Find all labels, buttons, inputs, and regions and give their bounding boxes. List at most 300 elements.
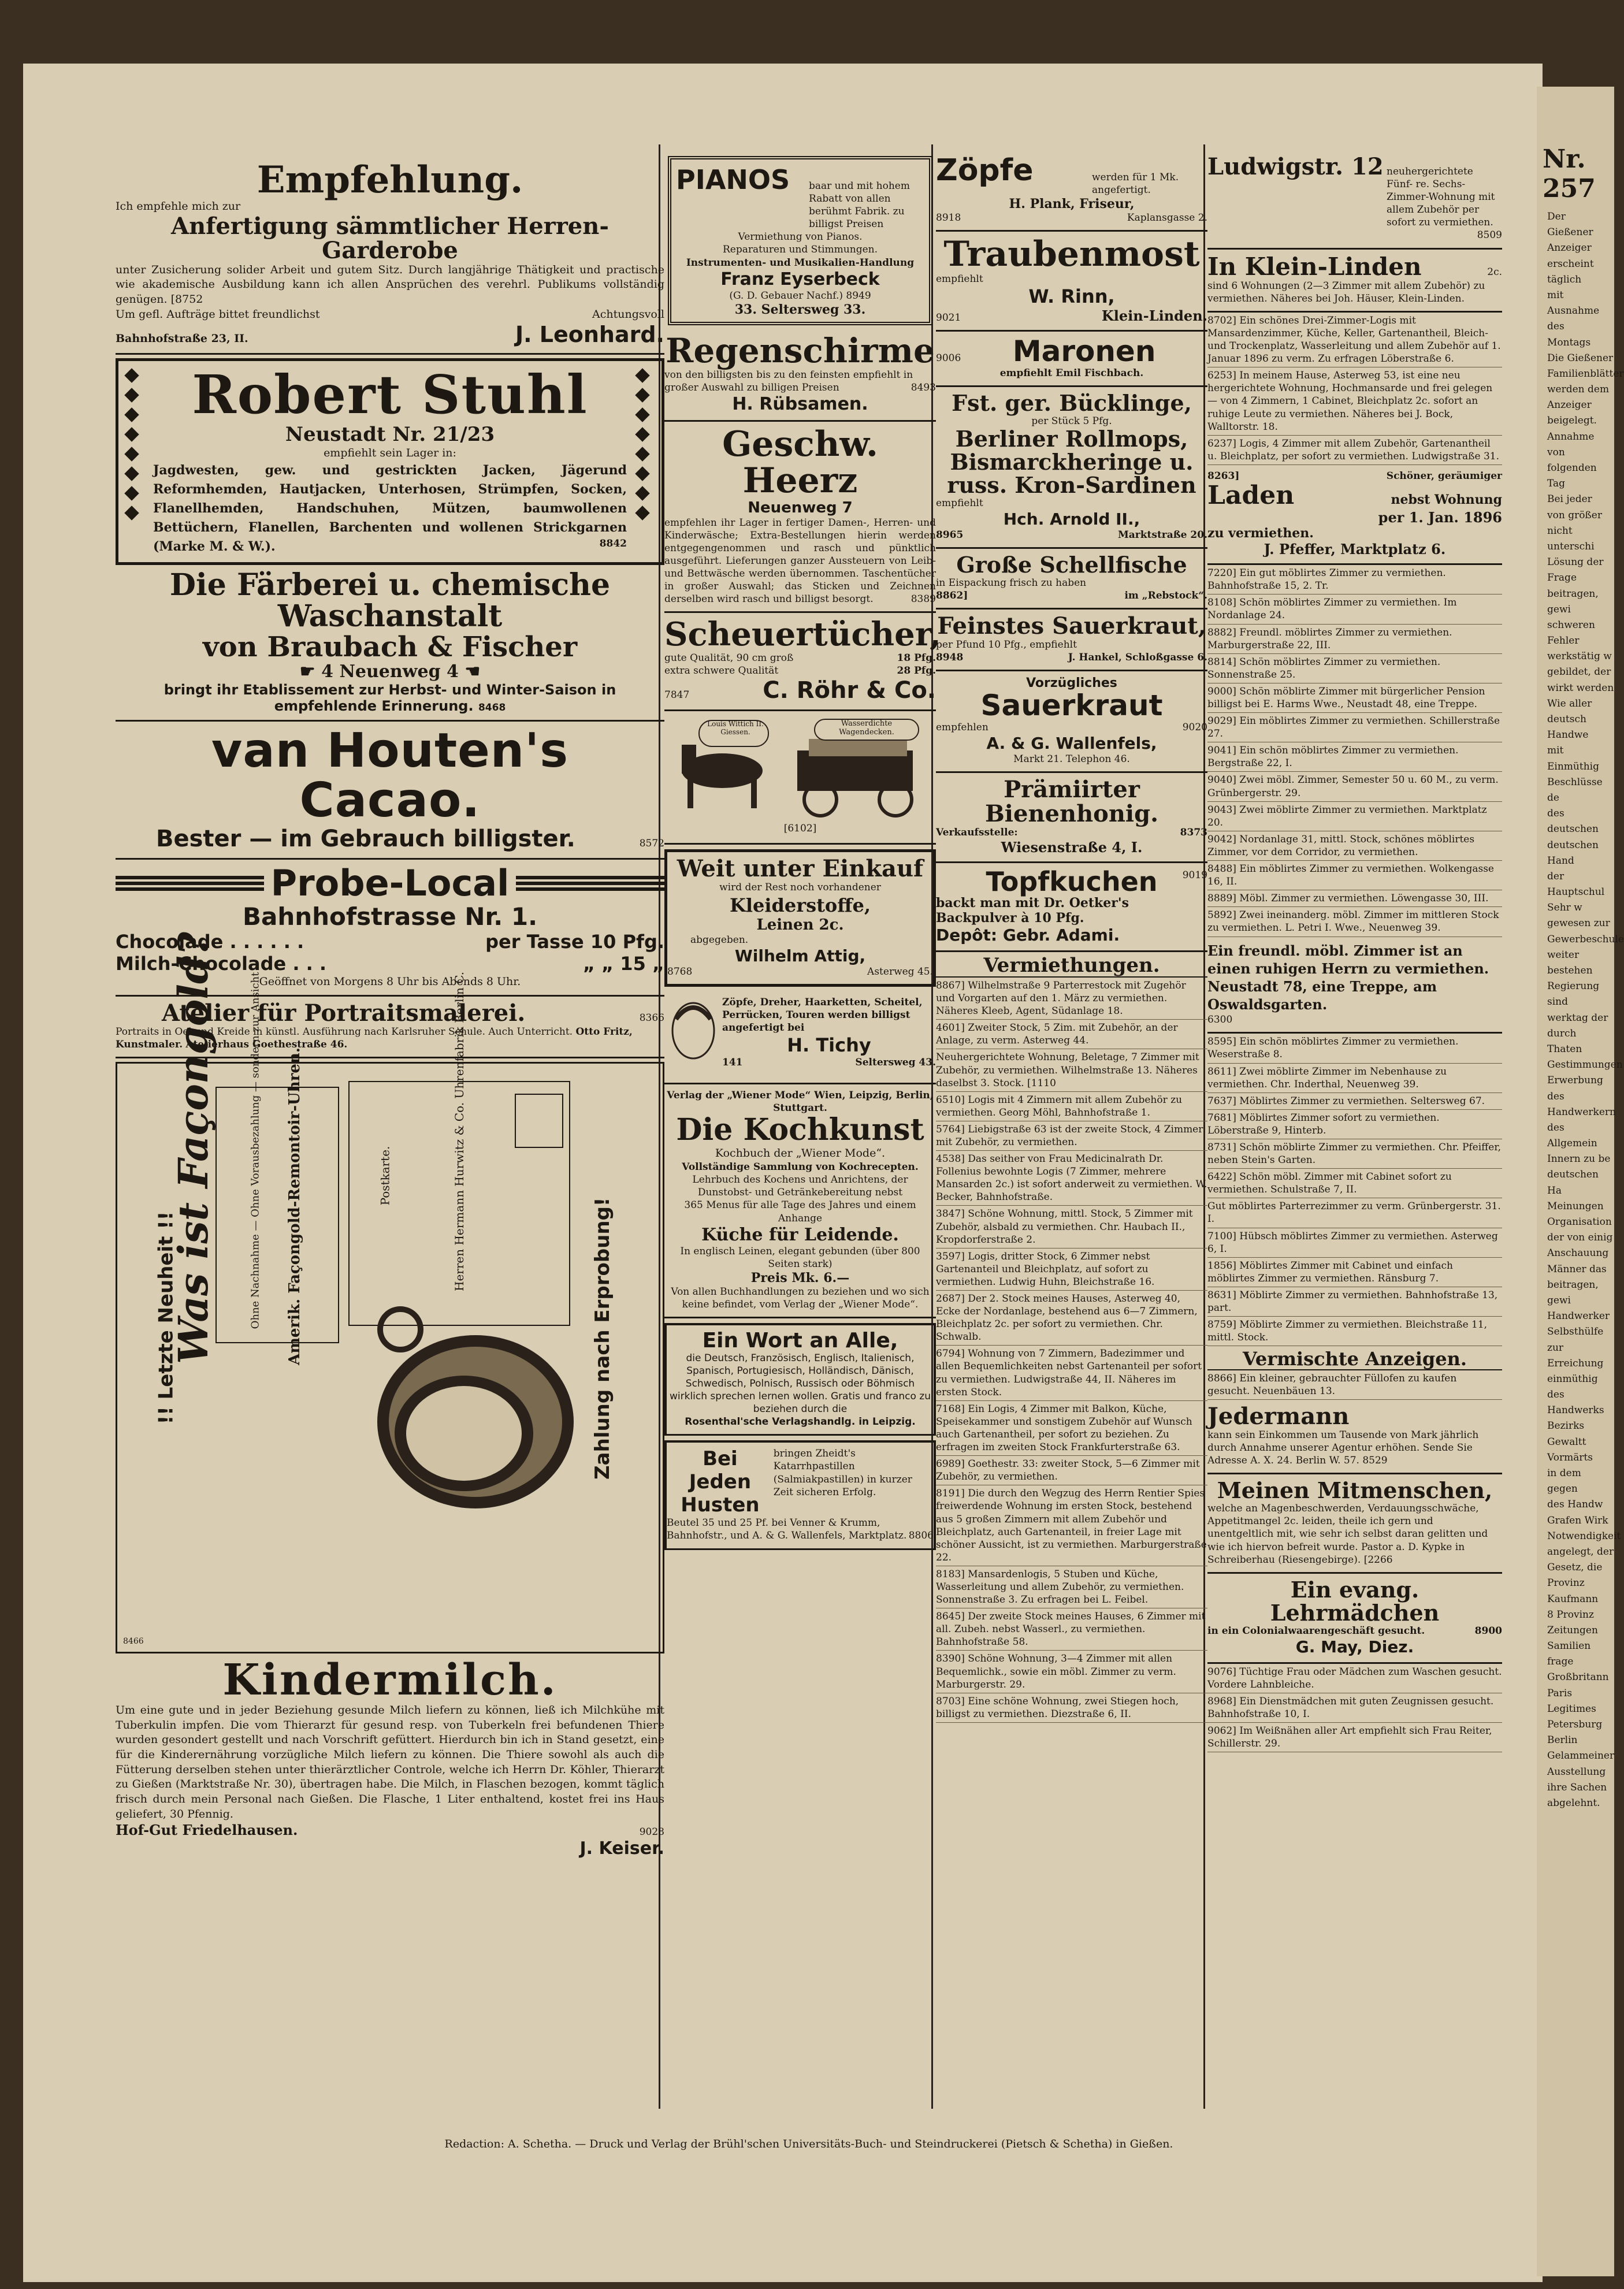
listing-item: 8759] Möblirte Zimmer zu vermiethen. Bleichstraße 11, mittl. Stock. [1207,1317,1502,1346]
ad-name: W. Rinn, [1028,285,1115,308]
ad-name: G. May, Diez. [1295,1637,1414,1656]
ad-title: Kindermilch. [222,1655,558,1705]
ad-title: Sauerkraut [980,689,1163,723]
ad-wagendecken [664,711,936,845]
ad-tichy [664,991,936,1084]
listing-item: 6510] Logis mit 4 Zimmern mit allem Zubehör zu vermiethen. Georg Möhl, Bahnhofstraße 1. [936,1092,1207,1121]
listing-item: 3847] Schöne Wohnung, mittl. Stock, 5 Zimmer mit Zubehör, alsbald zu vermiethen. Chr. Haubach II., Kropdorferstraße 2. [936,1206,1207,1248]
column-3 [936,87,1207,2138]
ad-body: kann sein Einkommen um Tausende von Mark jährlich durch Annahme unserer Agentur erhöhen. Sende Sie Adresse A. X. 24. Berlin W. 57. 8529 [1207,1429,1479,1467]
ad-name: A. & G. Wallenfels, [986,733,1157,753]
listing-item: 7637] Möblirtes Zimmer zu vermiethen. Seltersweg 67. [1207,1093,1502,1110]
adjacent-text-line: weiter bestehen [1547,949,1593,976]
ad-jedermann [1207,1400,1502,1474]
ad-address: 8918 Kaplansgasse 2. [936,212,1207,224]
listing-item: 8390] Schöne Wohnung, 3—4 Zimmer mit allen Bequemlichk., sowie ein möbl. Zimmer zu verm. Marburgerstr. 29. [936,1651,1207,1693]
ad-maronen [936,332,1207,387]
ad-body: Ein freundl. möbl. Zimmer ist an einen ruhigen Herrn zu vermiethen. Neustadt 78, eine Treppe, am Oswaldsgarten. [1207,942,1489,1013]
ad-line: Vollständige Sammlung von Kochrecepten. [682,1161,919,1173]
listing-item: 5764] Liebigstraße 63 ist der zweite Stock, 4 Zimmer mit Zubehör, zu vermiethen. [936,1121,1207,1151]
ad-rec: empfehlen 9020 [936,721,1207,733]
ad-body: welche an Magenbeschwerden, Verdauungsschwäche, Appetitmangel 2c. leiden, theile ich gern und unentgeltlich mit, wie sehr ich selbst daran gelitten und wie ich hiervon befreit wurde. Pastor a. D. Kypke in Schreiberhau (Riesengebirge). [2266 [1207,1503,1488,1566]
section-vermiethungen [936,952,1207,1723]
ad-body: bringen Zheidt's Katarrhpastillen (Salmiakpastillen) in kurzer Zeit sicheren Erfolg. [773,1448,912,1498]
ad-title: Probe-Local [270,862,510,905]
ad-line: Leinen 2c. [756,916,844,934]
adjacent-text-line: der von einig [1547,1232,1613,1244]
ad-farm: Hof-Gut Friedelhausen. [116,1822,298,1839]
ad-kindermilch [116,1653,664,1864]
ad-body: neuhergerichtete Fünf- re. Sechs-Zimmer-Wohnung mit allem Zubehör per sofort zu vermiethen. [1387,166,1495,229]
section-title: Vermischte Anzeigen. [1207,1346,1502,1370]
ad-title: In Klein-Linden [1207,252,1422,281]
adjacent-text-line: Meinungen [1547,1200,1604,1212]
pocket-watch-illustration [331,1283,579,1526]
ad-name: J. Keiser. [579,1838,664,1859]
adjacent-text-line: Montags [1547,336,1591,348]
ad-pianos [668,156,932,325]
adjacent-text-line: einmüthig [1547,1373,1598,1385]
ad-name: Wilhelm Attig, [734,946,866,965]
ad-title: Prämiirter Bienenhonig. [985,775,1158,827]
listing-item: 8703] Eine schöne Wohnung, zwei Stiegen hoch, billigst zu vermiethen. Diezstraße 6, II. [936,1693,1207,1723]
adjacent-text-line: Innern zu be [1547,1153,1611,1165]
ad-body: Jagdwesten, gew. und gestrickten Jacken, Jägerund Reformhemden, Hautjacken, Unterhosen, Strümpfen, Socken, Flanellhemden, Handschuhen, Mützen, baumwollenen Bettüchern, Flanellen, Barchenten und wollenen Strickgarnen (Marke M. & W.). 8842 [153,462,627,554]
ad-slogan: Bei Jeden Husten [681,1447,760,1517]
adjacent-text-line: Legitimes [1547,1703,1596,1715]
listing-item: 8867] Wilhelmstraße 9 Parterrestock mit Zugehör und Vorgarten auf den 1. März zu vermiethen. Näheres Kleeb, Agent, Südanlage 18. [936,978,1207,1020]
ad-title: PIANOS [676,164,790,195]
ad-body: empfiehlt Emil Fischbach. [999,367,1144,379]
postcard-recipient: Herren Hermann Hurwitz & Co. Uhrenfabrik Berlin C. [452,972,466,1292]
adjacent-text-line: Großbritann [1547,1671,1609,1684]
ad-depot: Depôt: Gebr. Adami. [936,926,1120,945]
ad-publisher: Rosenthal'sche Verlagshandlg. in Leipzig. [685,1416,916,1428]
listing-item: 8611] Zwei möblirte Zimmer im Nebenhause zu vermiethen. Chr. Inderthal, Neuenweg 39. [1207,1064,1502,1093]
ad-number: 8509 [1477,229,1502,241]
ad-slogan: Bester — im Gebrauch billigster. [156,826,575,853]
diamond-border-right [634,367,657,524]
adjacent-text-line: beigelegt. [1547,415,1597,427]
listing-item: 9062] Im Weißnähen aller Art empfiehlt sich Frau Reiter, Schillerstr. 29. [1207,1723,1502,1752]
adjacent-text-line: Provinz [1547,1577,1585,1589]
ad-title: Meinen Mitmenschen, [1217,1477,1493,1504]
ad-payment: Zahlung nach Erprobung! [591,1197,614,1480]
adjacent-text-line: gewesen zur [1547,917,1610,930]
ad-headline: Anfertigung sämmtlicher Herren-Garderobe [171,212,609,264]
adjacent-text-line: nicht unterschi [1547,525,1595,552]
ad-address: 8862] im „Rebstock“. [936,589,1207,601]
ad-body: Zöpfe, Dreher, Haarketten, Scheitel, Perrücken, Touren werden billigst angefertigt bei [722,996,923,1034]
ad-title: Jedermann [1207,1403,1350,1430]
adjacent-text-line: 8 Provinz [1547,1608,1594,1621]
listing-item: 2687] Der 2. Stock meines Hauses, Asterweg 40, Ecke der Nordanlage, bestehend aus 6—7 Zimmern, Bleichplatz 2c. per sofort zu vermiethen. Chr. Schwalb. [936,1291,1207,1346]
adjacent-text-line: erscheint täglich [1547,258,1594,285]
listing-item: 1856] Möblirtes Zimmer mit Cabinet und einfach möblirtes Zimmer zu vermiethen. Ränsburg 7. [1207,1258,1502,1287]
adjacent-text-line: Lösung der Frage [1547,556,1604,584]
adjacent-text-line: durch Thaten [1547,1027,1582,1055]
listing-item: Gut möblirtes Parterrezimmer zu verm. Grünbergerstr. 31. I. [1207,1198,1502,1228]
column-2 [664,87,941,2138]
ad-new-label: !! Letzte Neuheit !! [154,1212,178,1425]
listing-item: 7220] Ein gut möblirtes Zimmer zu vermiethen. Bahnhofstraße 15, 2. Tr. [1207,565,1502,594]
listing-item: 7100] Hübsch möblirtes Zimmer zu vermiethen. Asterweg 6, I. [1207,1228,1502,1258]
ad-line: Bismarckheringe u. [950,448,1194,475]
listing-item: 4601] Zweiter Stock, 5 Zim. mit Zubehör, an der Anlage, zu verm. Asterweg 44. [936,1020,1207,1049]
adjacent-text-line: Sehr w [1547,902,1582,914]
ad-body: in Eispackung frisch zu haben [936,577,1087,589]
ad-einkauf [664,849,936,986]
ad-signature: Bahnhofstraße 23, II. J. Leonhard. [116,322,664,348]
ad-address: 8768 Asterweg 45. [667,965,933,978]
adjacent-text-line: beitragen, gewi [1547,1279,1599,1306]
adjacent-text-line: des Handwerks [1547,1389,1604,1417]
section-vermischte-anzeigen [1207,1346,1502,1752]
ad-intro: empfiehlt sein Lager in: [324,446,456,459]
adjacent-text-line: angelegt, der [1547,1545,1614,1558]
ad-address: 33. Seltersweg 33. [734,302,866,317]
ad-title: Geschw. Heerz [722,423,878,501]
adjacent-text-line: Bei jeder [1547,493,1592,506]
adjacent-text-line: Gewaltt [1547,1436,1586,1448]
ad-line: per Stück 5 Pfg. [1031,415,1112,427]
listing-list [936,978,1207,1723]
ad-empfehlung [116,87,664,355]
ad-body: bringt ihr Etablissement zur Herbst- und Winter-Saison in empfehlende Erinnerung. 8468 [163,682,616,715]
listing-item: 8968] Ein Dienstmädchen mit guten Zeugnissen gesucht. Bahnhofstraße 10, I. [1207,1693,1502,1723]
adjacent-text-line: Ausstellung [1547,1766,1606,1778]
adjacent-text-line: Familienblätter [1547,367,1624,380]
ad-title: Ludwigstr. 12 [1207,153,1384,180]
listing-item: 9041] Ein schön möblirtes Zimmer zu vermiethen. Bergstraße 22, I. [1207,742,1502,772]
ad-line: Verkaufsstelle: 8373 [936,826,1207,838]
adjacent-text-line: abgelehnt. [1547,1797,1600,1809]
price-row: extra schwere Qualität 28 Pfg. [664,665,936,677]
adjacent-text-line: Berlin [1547,1734,1578,1747]
ad-product: Amerik. Façongold-Remontoir-Uhren. [285,1047,303,1366]
ad-body: sind 6 Wohnungen (2—3 Zimmer mit allem Zubehör) zu vermiethen. Näheres bei Joh. Häuser, Klein-Linden. [1207,280,1485,304]
postcard-label: Postkarte. [378,1146,392,1206]
ad-rec: empfiehlt [936,273,983,285]
adjacent-page-text [1537,203,1624,1811]
ad-sauerkraut-wallenfels [936,671,1207,773]
ad-bienenhonig [936,773,1207,863]
listing-item: 8866] Ein kleiner, gebrauchter Füllofen zu kaufen gesucht. Neuenbäuen 13. [1207,1370,1502,1400]
ad-schellfische [936,549,1207,610]
ad-heerz [664,422,936,614]
ad-offer: baar und mit hohem Rabatt von allen berühmt Fabrik. zu billigst Preisen [809,180,910,231]
ad-freundl-zimmer [1207,937,1502,1034]
adjacent-text-line: Grafen Wirk [1547,1514,1608,1526]
listing-item: 8631] Möblirte Zimmer zu vermiethen. Bahnhofstraße 13, part. [1207,1287,1502,1317]
ad-sale: Beutel 35 und 25 Pf. bei Venner & Krumm, Bahnhofstr., und A. & G. Wallenfels, Marktplatz. 8806 [667,1517,934,1542]
adjacent-text-line: Annahme von [1547,430,1595,458]
listing-item: 8108] Schön möblirtes Zimmer zu vermiethen. Im Nordanlage 24. [1207,594,1502,624]
ad-address: 8965 Marktstraße 20. [936,529,1207,541]
ad-publisher: Verlag der „Wiener Mode“ Wien, Leipzig, Berlin, Stuttgart. [667,1089,934,1114]
ad-name: 8948 J. Hankel, Schloßgasse 6. [936,652,1207,664]
ad-title: Die Färberei u. chemische Waschanstalt [169,567,611,634]
ad-body: unter Zusicherung solider Arbeit und gutem Sitz. Durch langjährige Thätigkeit und practische wie akademische Ausbildung kann ich allen Ansprüchen des verehrl. Publikums vollständig genügen. [8752 [116,263,664,306]
ad-klein-linden: In Klein-Linden 2c. sind 6 Wohnungen (2—3 Zimmer mit allem Zubehör) zu vermiethen. Näheres bei Joh. Häuser, Klein-Linden. [1207,250,1502,313]
ad-laden: 8263] Schöner, geräumiger Laden nebst Wohnung per 1. Jan. 1896 zu vermiethen. J. Pfeffer, Marktplatz 6. [1207,465,1502,565]
ad-title: Weit unter Einkauf [677,855,924,883]
adjacent-page-edge [1537,87,1624,2276]
ad-ein-wort-an-alle [664,1323,936,1436]
ad-title: Atelier für Portraitsmalerei. [162,999,526,1027]
ad-address: Neustadt Nr. 21/23 [285,422,495,446]
ad-scheuertuecher [664,613,941,711]
listing-item: 6253] In meinem Hause, Asterweg 53, ist eine neu hergerichtete Wohnung, Hochmansarde und frei gelegen — von 4 Zimmern, 1 Cabinet, Bleichplatz 2c. sofort an ruhige Leute zu vermiethen. Näheres bei J. Bock, Walltorstr. 18. [1207,367,1502,435]
ad-number: 8572 [639,838,664,850]
ad-line: russ. Kron-Sardinen [947,471,1196,498]
ad-number: [6102] [783,823,817,835]
adjacent-text-line: ihre Sachen [1547,1781,1607,1793]
listing-item: 8183] Mansardenlogis, 5 Stuben und Küche, Wasserleitung und allem Zubehör, zu vermiethen. Sonnenstraße 3. Zu erfragen bei L. Feibel. [936,1566,1207,1608]
adjacent-text-line: Anschauung [1547,1247,1609,1259]
adjacent-text-line: werkstätig w [1547,651,1612,663]
ad-traubenmost [936,232,1207,332]
adjacent-text-line: beitragen, gewi [1547,588,1599,615]
ad-arnold [936,387,1207,549]
ad-address: Klein-Linden. [1101,307,1207,325]
listing-item: 9040] Zwei möbl. Zimmer, Semester 50 u. 60 M., zu verm. Grünbergerstr. 29. [1207,772,1502,801]
listing-list [1207,1034,1502,1346]
adjacent-text-line: wirkt werden [1547,682,1614,694]
adjacent-text-line: Selbsthülfe [1547,1326,1604,1338]
ad-closing: Um gefl. Aufträge bittet freundlichst Achtungsvoll [116,307,664,321]
section-title: Vermiethungen. [936,956,1207,978]
adjacent-issue-number: Nr. 257 [1543,144,1596,203]
stamp-box [515,1094,563,1148]
listing-item: 9029] Ein möblirtes Zimmer zu vermiethen. Schillerstraße 27. [1207,713,1502,742]
adjacent-text-line: Der [1547,211,1566,222]
adjacent-text-line: in dem gegen [1547,1467,1581,1495]
adjacent-text-line: Zeitungen [1547,1624,1598,1636]
listing-item: 9076] Tüchtige Frau oder Mädchen zum Waschen gesucht. Vordere Lahnbleiche. [1207,1664,1502,1693]
ad-title: Die Kochkunst [676,1112,924,1147]
ad-mitmenschen [1207,1474,1502,1573]
listing-item: 8731] Schön möblirte Zimmer zu vermiethen. Chr. Pfeiffer, neben Stein's Garten. [1207,1139,1502,1169]
ad-name: Franz Eyserbeck [720,269,880,289]
adjacent-text-line: deutschen Hand [1547,839,1599,867]
adjacent-text-line: Handwerker [1547,1310,1610,1322]
ad-line: abgegeben. [690,934,749,946]
ad-address: Markt 21. Telephon 46. [1013,753,1130,765]
price-row: gute Qualität, 90 cm groß 18 Pfg. [664,652,936,664]
ad-husten [664,1440,936,1549]
listing-item: 6237] Logis, 4 Zimmer mit allem Zubehör, Gartenantheil u. Bleichplatz, per sofort zu vermiethen. Ludwigstraße 31. [1207,436,1502,465]
adjacent-text-line: werktag der [1547,1012,1608,1024]
adjacent-text-line: Samilien [1547,1640,1591,1652]
listing-item: 5892] Zwei ineinanderg. möbl. Zimmer im mittleren Stock zu vermiethen. L. Petri I. Wwe., Neuenweg 39. [1207,907,1502,937]
ad-name: H. Plank, Friseur, [1009,196,1135,212]
adjacent-text-line: Notwendigkeit [1547,1530,1621,1542]
listing-item: Neuhergerichtete Wohnung, Beletage, 7 Zimmer mit Zubehör, zu vermiethen. Wilhelmstraße 13. Näheres daselbst 3. Stock. [1110 [936,1049,1207,1091]
watch-text-panel [215,1047,339,1366]
ad-line: 365 Menus für alle Tage des Jahres und einem Anhange [684,1199,916,1224]
adjacent-text-line: deutsch Handwe [1547,714,1589,741]
adjacent-text-line: zur Erreichung [1547,1342,1604,1369]
ad-line: Reparaturen und Stimmungen. [723,244,878,256]
adjacent-text-line: Wie aller [1547,697,1592,709]
adjacent-text-line: mit Ausnahme des [1547,289,1600,333]
adjacent-text-line: von größer [1547,509,1602,521]
adjacent-text-line: frage [1547,1656,1574,1668]
ad-name: H. Rübsamen. [732,393,868,414]
ad-line: Instrumenten- und Musikalien-Handlung [686,257,915,269]
ad-number: 9021 [936,312,961,324]
ad-number: [8752 [170,293,203,306]
ad-name: J. Pfeffer, Marktplatz 6. [1263,541,1446,558]
ad-body: werden für 1 Mk. angefertigt. [1092,172,1179,196]
ad-zoepfe [936,150,1207,232]
ad-side-number: 7847 [664,689,690,701]
listing-item: 9042] Nordanlage 31, mittl. Stock, schönes möblirtes Zimmer, vor dem Corridor, zu vermiethen. [1207,831,1502,861]
adjacent-text-line: Petersburg [1547,1719,1603,1730]
adjacent-text-line: Handwerkern [1547,1106,1616,1118]
adjacent-text-line: Die Gießener [1547,352,1614,364]
adjacent-text-line: Gestimmungen [1547,1059,1623,1071]
printer-imprint: Redaction: A. Schetha. — Druck und Verlag der Brühl'schen Universitäts-Buch- und Steindruckerei (Pietsch & Schetha) in Gießen. [444,2138,1173,2150]
listing-item: 9043] Zwei möblirte Zimmer zu vermiethen. Marktplatz 20. [1207,802,1502,831]
listing-item: 9000] Schön möblirte Zimmer mit bürgerlicher Pension billigst bei E. Harms Wwe., Neustadt 48, eine Treppe. [1207,683,1502,713]
adjacent-text-line: schweren Fehler [1547,619,1595,647]
adjacent-text-line: Bezirks [1547,1420,1585,1432]
ad-title: Ein Wort an Alle, [702,1329,898,1353]
listing-item: 7681] Möblirtes Zimmer sofort zu vermiethen. Löberstraße 9, Hinterb. [1207,1110,1502,1139]
column-1 [116,87,664,2138]
adjacent-text-line: Gesetz, die [1547,1562,1603,1574]
ad-side-number: 9019 [1182,869,1207,881]
ad-price: Preis Mk. 6.— [750,1270,850,1285]
listing-item: 8889] Möbl. Zimmer zu vermiethen. Löwengasse 30, III. [1207,890,1502,907]
listing-item: 4538] Das seither von Frau Medicinalrath Dr. Follenius bewohnte Logis (7 Zimmer, mehrere Mansarden 2c.) ist sofort anderweit zu vermiethen. W. Becker, Bahnhofstraße. [936,1151,1207,1206]
adjacent-text-line: Vormärts [1547,1451,1593,1463]
ad-body: Um eine gute und in jeder Beziehung gesunde Milch liefern zu können, ließ ich Milchkühe mit Tuberkulin impfen. Die vom Thierarzt für gesund resp. von Tuberkeln frei befundenen Thiere wurden gesondert gestellt und nach Vorschrift gefüttert. Hierdurch bin ich in Stand gesetzt, eine für die Kinderernährung vorzügliche Milch liefern zu können. Die Thiere sowohl als auch die Fütterung derselben stehen unter thierärztlicher Controle, welche ich Herrn Dr. Köhler, Thierarzt zu Gießen (Marktstraße Nr. 30), übertragen habe. Die Milch, in Flaschen bezogen, kommt täglich frisch durch mein Personal nach Gießen. Die Flasche, 1 Liter enthaltend, kostet frei ins Haus geliefert, 30 Pfennig. [116,1704,664,1820]
adjacent-text-line: Männer das [1547,1263,1607,1275]
listing-item: 6422] Schön möbl. Zimmer mit Cabinet sofort zu vermiethen. Schulstraße 7, II. [1207,1169,1502,1198]
adjacent-text-line: Paris [1547,1687,1573,1699]
price-row: Chocolade . . . . . . per Tasse 10 Pfg. [116,930,664,953]
ad-body: die Deutsch, Französisch, Englisch, Italienisch, Spanisch, Portugiesisch, Holländisch, Dänisch, Schwedisch, Polnisch, Russisch oder Böhmisch wirklich sprechen lernen wollen. Gratis und franco zu beziehen durch die [670,1352,931,1415]
adjacent-text-line: Erwerbung des [1547,1075,1603,1102]
ad-hours: Geöffnet von Morgens 8 Uhr bis Abends 8 Uhr. [259,975,521,988]
adjacent-text-line: der Hauptschul [1547,870,1605,898]
ad-title: Feinstes Sauerkraut, [937,612,1206,640]
ad-line: Fst. ger. Bücklinge, [952,390,1192,417]
ad-line: wird der Rest noch vorhandener [719,882,881,894]
ad-title: Große Schellfische [956,551,1187,578]
ad-subtitle: Kochbuch der „Wiener Mode“. [715,1146,886,1160]
ad-address: 141 Seltersweg 43. [722,1057,936,1069]
ad-body: backt man mit Dr. Oetker's Backpulver à 10 Pfg. [936,895,1129,926]
listing-item: 8882] Freundl. möblirtes Zimmer zu vermiethen. Marburgerstraße 22, III. [1207,625,1502,654]
ad-question: Was ist Façongold? [169,932,217,1365]
ad-title: Scheuertücher, [664,615,941,654]
listing-list [1207,565,1502,937]
ad-title: Traubenmost [943,234,1200,275]
ad-by: von Braubach & Fischer [202,630,578,663]
ad-line: Lehrbuch des Kochens und Anrichtens, der Dunstobst- und Getränkebereitung nebst [692,1174,908,1199]
adjacent-text-line: folgenden Tag [1547,462,1597,490]
ad-name: H. Tichy [787,1034,871,1057]
ad-title: van Houten's Cacao. [211,723,569,828]
adjacent-text-line: Regierung sind [1547,980,1600,1008]
ad-side-number: 9006 [936,352,961,365]
ad-line: Vermiethung von Pianos. [738,231,863,243]
ad-body: empfehlen ihr Lager in fertiger Damen-, Herren- und Kinderwäsche; Extra-Bestellungen hierin werden entgegengenommen und rasch und pünktlich ausgeführt. Lieferungen ganzer Aussteuern von Leib- und Bettwäsche werden übernommen. Taschentücher in großer Auswahl; das Sticken und Zeichnen derselben wird rasch und billigst besorgt. 8389 [664,516,936,605]
adjacent-text-line: Gießener Anzeiger [1547,226,1593,254]
ad-title: Laden [1207,480,1295,510]
ad-rec: empfiehlt [936,497,983,509]
ad-number: 9028 [639,1826,664,1838]
listing-item: 3597] Logis, dritter Stock, 6 Zimmer nebst Gartenanteil und Bleichplatz, auf sofort zu vermiethen. Ludwig Huhn, Bleichstraße 16. [936,1248,1207,1291]
ad-title: Topfkuchen [986,865,1158,897]
ad-prev: (G. D. Gebauer Nachf.) 8949 [729,289,871,302]
ad-pre: Vorzügliches [1026,676,1117,691]
sign-text: Louis Wittich II. Giessen. [707,720,764,736]
listing-item: 6794] Wohnung von 7 Zimmern, Badezimmer und allen Bequemlichkeiten nebst Gartenanteil per sofort zu vermiethen. Ludwigstraße 44, II. Näheres im ersten Stock. [936,1346,1207,1400]
ad-address: Neuenweg 7 [748,499,853,516]
ad-line: Berliner Rollmops, [955,426,1188,452]
listing-item: 6989] Goethestr. 33: zweiter Stock, 5—6 Zimmer mit Zubehör, zu vermiethen. [936,1456,1207,1485]
ad-topfkuchen [936,863,1207,952]
listing-item: 8488] Ein möblirtes Zimmer zu vermiethen. Wolkengasse 16, II. [1207,861,1502,890]
ad-robert-stuhl [116,358,664,564]
head-profile-illustration [664,996,716,1077]
adjacent-text-line: des Handw [1547,1499,1603,1511]
ad-name: C. Röhr & Co. [763,677,936,704]
ad-number: 8466 [123,1637,144,1647]
ad-ludwigstr [1207,150,1502,250]
ad-line: Küche für Leidende. [701,1224,899,1245]
label-text: Wasserdichte Wagendecken. [839,719,894,737]
listing-list [1207,313,1502,465]
listing-item: 8595] Ein schön möblirtes Zimmer zu vermiethen. Weserstraße 8. [1207,1034,1502,1063]
listing-item: 8814] Schön möblirtes Zimmer zu vermiethen. Sonnenstraße 25. [1207,654,1502,683]
ad-van-houten [116,722,664,860]
ad-body: Portraits in Oel und Kreide in künstl. Ausführung nach Karlsruher Schule. Auch Unterricht. Otto Fritz, Kunstmaler. Atelierhaus Goethestraße 46. [116,1026,633,1051]
ad-lead: Ich empfehle mich zur [116,200,241,213]
ad-name: Hch. Arnold II., [1003,509,1140,529]
ad-body: per Pfund 10 Pfg., empfiehlt [936,638,1077,651]
ad-number: 8366 [639,1012,664,1024]
ad-title: Ein evang. Lehrmädchen [1270,1576,1440,1626]
ad-line: Von allen Buchhandlungen zu beziehen und wo sich keine befindet, vom Verlag der „Wiener Mode“. [671,1285,930,1310]
adjacent-text-line: des Allgemein [1547,1121,1597,1150]
adjacent-text-line: gebildet, der [1547,666,1611,678]
price-row: Milch-Chocolade . . . „ „ 15 „ [116,952,664,975]
adjacent-text-line: des deutschen [1547,808,1599,835]
ad-terms: Ohne Nachnahme — Ohne Vorausbezahlung — sondern zur Ansicht [249,972,262,1329]
ad-title: Maronen [1012,335,1156,369]
adjacent-text-line: Beschlüsse de [1547,776,1603,804]
column-4 [1207,87,1502,2138]
diamond-border-left [123,367,146,524]
ad-title: Empfehlung. [257,158,523,202]
adjacent-text-line: werden dem Anzeiger [1547,384,1610,411]
ad-title: Zöpfe [936,153,1034,188]
adjacent-text-line: Gelammeiner [1547,1750,1615,1762]
ad-faerberei [116,565,664,722]
ad-line: Kleiderstoffe, [730,894,871,916]
ad-body: von den billigsten bis zu den feinsten empfiehlt in großer Auswahl zu billigen Preisen 8493 [664,369,936,393]
ad-address: Wiesenstraße 4, I. [1001,838,1143,856]
ad-regenschirme [664,329,936,422]
listing-item: 8191] Die durch den Wegzug des Herrn Rentier Spies freiwerdende Wohnung im ersten Stock, bestehend aus 5 großen Zimmern mit allem Zubehör und Bleichplatz, auch Gartenanteil, in freier Lage mit schöner Aussicht, ist zu vermiethen. Marburgerstraße 22. [936,1485,1207,1566]
adjacent-text-line: mit Einmüthig [1547,745,1599,772]
